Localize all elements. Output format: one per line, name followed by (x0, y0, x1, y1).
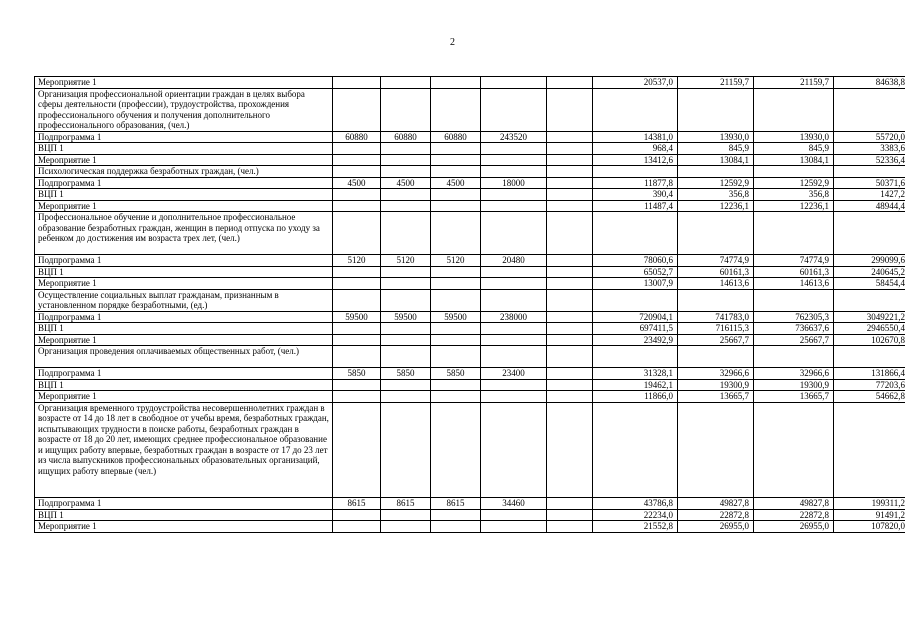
amount-cell (593, 346, 678, 368)
amount-cell: 49827,8 (678, 498, 754, 510)
table-row (35, 200, 905, 212)
amount-cell: 52336,4 (834, 154, 905, 166)
amount-cell: 26955,0 (754, 521, 834, 533)
amount-cell (754, 346, 834, 368)
row-label: Мероприятие 1 (35, 77, 333, 89)
quantity-cell (381, 379, 431, 391)
amount-cell: 14613,6 (678, 278, 754, 290)
empty-cell (547, 391, 593, 403)
row-label: Мероприятие 1 (35, 391, 333, 403)
quantity-cell (481, 509, 547, 521)
quantity-cell (333, 88, 381, 131)
table-body (35, 77, 905, 533)
quantity-cell (381, 402, 431, 498)
amount-cell: 13007,9 (593, 278, 678, 290)
amount-cell: 21552,8 (593, 521, 678, 533)
row-label: ВЦП 1 (35, 266, 333, 278)
amount-cell: 20537,0 (593, 77, 678, 89)
row-label: Подпрограмма 1 (35, 498, 333, 510)
empty-cell (547, 521, 593, 533)
table-row (35, 255, 905, 267)
amount-cell (593, 289, 678, 311)
amount-cell: 107820,0 (834, 521, 905, 533)
table-row (35, 189, 905, 201)
quantity-cell (333, 402, 381, 498)
amount-cell: 12592,9 (754, 177, 834, 189)
quantity-cell: 23400 (481, 368, 547, 380)
amount-cell: 14381,0 (593, 131, 678, 143)
amount-cell: 19462,1 (593, 379, 678, 391)
row-label: Подпрограмма 1 (35, 131, 333, 143)
empty-cell (547, 289, 593, 311)
row-label: Мероприятие 1 (35, 200, 333, 212)
quantity-cell (431, 154, 481, 166)
quantity-cell (381, 88, 431, 131)
row-label: Подпрограмма 1 (35, 177, 333, 189)
quantity-cell (481, 521, 547, 533)
amount-cell (754, 289, 834, 311)
empty-cell (547, 402, 593, 498)
amount-cell: 12592,9 (678, 177, 754, 189)
quantity-cell (431, 346, 481, 368)
quantity-cell (333, 189, 381, 201)
quantity-cell (333, 346, 381, 368)
amount-cell: 43786,8 (593, 498, 678, 510)
quantity-cell: 4500 (381, 177, 431, 189)
quantity-cell: 60880 (381, 131, 431, 143)
amount-cell (834, 166, 905, 178)
quantity-cell (333, 166, 381, 178)
empty-cell (547, 166, 593, 178)
quantity-cell: 5120 (431, 255, 481, 267)
quantity-cell (481, 143, 547, 155)
table-row (35, 368, 905, 380)
quantity-cell (333, 521, 381, 533)
quantity-cell (381, 278, 431, 290)
quantity-cell (431, 266, 481, 278)
quantity-cell (431, 509, 481, 521)
amount-cell: 3383,6 (834, 143, 905, 155)
table-row (35, 154, 905, 166)
quantity-cell (333, 143, 381, 155)
amount-cell: 14613,6 (754, 278, 834, 290)
row-label: Организация проведения оплачиваемых общественных работ, (чел.) (35, 346, 333, 368)
amount-cell: 65052,7 (593, 266, 678, 278)
row-label: ВЦП 1 (35, 323, 333, 335)
amount-cell: 11866,0 (593, 391, 678, 403)
budget-table (34, 76, 905, 533)
empty-cell (547, 346, 593, 368)
amount-cell: 13084,1 (754, 154, 834, 166)
table-row (35, 177, 905, 189)
amount-cell: 32966,6 (678, 368, 754, 380)
empty-cell (547, 189, 593, 201)
amount-cell: 102670,8 (834, 334, 905, 346)
table-row (35, 289, 905, 311)
amount-cell: 21159,7 (754, 77, 834, 89)
amount-cell: 49827,8 (754, 498, 834, 510)
amount-cell: 240645,2 (834, 266, 905, 278)
amount-cell: 356,8 (678, 189, 754, 201)
empty-cell (547, 88, 593, 131)
row-label: Осуществление социальных выплат гражданам, признанным в установленном порядке безработными, (ед.) (35, 289, 333, 311)
amount-cell: 74774,9 (678, 255, 754, 267)
table-row (35, 521, 905, 533)
amount-cell: 845,9 (678, 143, 754, 155)
row-label: Подпрограмма 1 (35, 311, 333, 323)
table-row (35, 143, 905, 155)
row-label: ВЦП 1 (35, 509, 333, 521)
quantity-cell (381, 266, 431, 278)
quantity-cell (481, 379, 547, 391)
quantity-cell (381, 334, 431, 346)
empty-cell (547, 379, 593, 391)
quantity-cell (431, 143, 481, 155)
amount-cell (678, 166, 754, 178)
quantity-cell (431, 379, 481, 391)
quantity-cell (431, 166, 481, 178)
amount-cell: 25667,7 (754, 334, 834, 346)
quantity-cell (431, 200, 481, 212)
quantity-cell (333, 509, 381, 521)
quantity-cell (481, 266, 547, 278)
table-row (35, 77, 905, 89)
amount-cell: 13930,0 (754, 131, 834, 143)
amount-cell: 12236,1 (754, 200, 834, 212)
amount-cell (754, 402, 834, 498)
amount-cell: 13412,6 (593, 154, 678, 166)
amount-cell: 31328,1 (593, 368, 678, 380)
amount-cell (593, 402, 678, 498)
amount-cell: 845,9 (754, 143, 834, 155)
row-label: ВЦП 1 (35, 189, 333, 201)
table-row (35, 311, 905, 323)
quantity-cell (431, 278, 481, 290)
quantity-cell: 60880 (431, 131, 481, 143)
quantity-cell: 59500 (333, 311, 381, 323)
amount-cell (593, 88, 678, 131)
quantity-cell (333, 289, 381, 311)
amount-cell: 19300,9 (754, 379, 834, 391)
table-row (35, 131, 905, 143)
amount-cell (593, 166, 678, 178)
quantity-cell (431, 521, 481, 533)
empty-cell (547, 212, 593, 255)
quantity-cell: 5850 (333, 368, 381, 380)
quantity-cell (333, 77, 381, 89)
quantity-cell: 243520 (481, 131, 547, 143)
quantity-cell: 20480 (481, 255, 547, 267)
quantity-cell (481, 289, 547, 311)
empty-cell (547, 200, 593, 212)
amount-cell: 22234,0 (593, 509, 678, 521)
quantity-cell (333, 266, 381, 278)
quantity-cell (481, 166, 547, 178)
quantity-cell (381, 521, 431, 533)
amount-cell: 50371,6 (834, 177, 905, 189)
amount-cell: 22872,8 (754, 509, 834, 521)
amount-cell: 697411,5 (593, 323, 678, 335)
row-label: Мероприятие 1 (35, 521, 333, 533)
quantity-cell: 18000 (481, 177, 547, 189)
quantity-cell (481, 323, 547, 335)
amount-cell: 968,4 (593, 143, 678, 155)
amount-cell (834, 402, 905, 498)
table-row (35, 278, 905, 290)
table-row (35, 379, 905, 391)
empty-cell (547, 154, 593, 166)
quantity-cell (381, 289, 431, 311)
quantity-cell: 5120 (333, 255, 381, 267)
row-label: Подпрограмма 1 (35, 368, 333, 380)
empty-cell (547, 143, 593, 155)
quantity-cell: 5850 (431, 368, 481, 380)
quantity-cell (431, 289, 481, 311)
amount-cell: 13665,7 (678, 391, 754, 403)
table-row (35, 266, 905, 278)
amount-cell: 11877,8 (593, 177, 678, 189)
amount-cell: 736637,6 (754, 323, 834, 335)
amount-cell: 390,4 (593, 189, 678, 201)
amount-cell (834, 88, 905, 131)
amount-cell: 84638,8 (834, 77, 905, 89)
empty-cell (547, 368, 593, 380)
quantity-cell (381, 77, 431, 89)
row-label: Организация временного трудоустройства несовершеннолетних граждан в возрасте от 14 до 18 лет в свободное от учебы время, безработных граждан, испытывающих трудности в поиске работы, безработных граждан в возрасте от 18 до 20 лет, имеющих среднее профессиональное образование и ищущих работу впервые, безработных граждан в возрасте от 17 до 23 лет из числа выпускников профессиональных образовательных организаций, ищущих работу впервые (чел.) (35, 402, 333, 498)
amount-cell (834, 212, 905, 255)
quantity-cell: 8615 (333, 498, 381, 510)
quantity-cell: 59500 (431, 311, 481, 323)
amount-cell: 78060,6 (593, 255, 678, 267)
row-label: Организация профессиональной ориентации граждан в целях выбора сферы деятельности (профессии), трудоустройства, прохождения профессионального обучения и получения дополнительного профессионального образования, (чел.) (35, 88, 333, 131)
quantity-cell (381, 166, 431, 178)
row-label: Профессиональное обучение и дополнительное профессиональное образование безработных граждан, женщин в период отпуска по уходу за ребенком до достижения им возраста трех лет, (чел.) (35, 212, 333, 255)
empty-cell (547, 498, 593, 510)
quantity-cell (333, 154, 381, 166)
quantity-cell: 4500 (333, 177, 381, 189)
quantity-cell: 8615 (431, 498, 481, 510)
quantity-cell (381, 391, 431, 403)
amount-cell: 91491,2 (834, 509, 905, 521)
quantity-cell (481, 77, 547, 89)
quantity-cell (431, 391, 481, 403)
amount-cell: 55720,0 (834, 131, 905, 143)
empty-cell (547, 323, 593, 335)
table-row (35, 346, 905, 368)
amount-cell: 13084,1 (678, 154, 754, 166)
table-row (35, 212, 905, 255)
amount-cell: 762305,3 (754, 311, 834, 323)
quantity-cell (481, 346, 547, 368)
quantity-cell (333, 323, 381, 335)
table-row (35, 391, 905, 403)
quantity-cell (333, 278, 381, 290)
amount-cell (678, 402, 754, 498)
amount-cell: 2946550,4 (834, 323, 905, 335)
quantity-cell (481, 88, 547, 131)
quantity-cell (481, 391, 547, 403)
row-label: ВЦП 1 (35, 379, 333, 391)
quantity-cell (481, 189, 547, 201)
row-label: Психологическая поддержка безработных граждан, (чел.) (35, 166, 333, 178)
amount-cell: 13665,7 (754, 391, 834, 403)
table-row (35, 402, 905, 498)
empty-cell (547, 278, 593, 290)
amount-cell: 741783,0 (678, 311, 754, 323)
quantity-cell: 5850 (381, 368, 431, 380)
empty-cell (547, 509, 593, 521)
quantity-cell (431, 212, 481, 255)
amount-cell: 1427,2 (834, 189, 905, 201)
amount-cell (678, 212, 754, 255)
amount-cell: 12236,1 (678, 200, 754, 212)
amount-cell: 22872,8 (678, 509, 754, 521)
table-row (35, 166, 905, 178)
amount-cell: 720904,1 (593, 311, 678, 323)
quantity-cell (431, 189, 481, 201)
amount-cell: 199311,2 (834, 498, 905, 510)
quantity-cell (333, 391, 381, 403)
amount-cell: 131866,4 (834, 368, 905, 380)
row-label: Мероприятие 1 (35, 334, 333, 346)
quantity-cell (381, 154, 431, 166)
amount-cell (834, 346, 905, 368)
quantity-cell (481, 278, 547, 290)
quantity-cell (481, 212, 547, 255)
amount-cell: 3049221,2 (834, 311, 905, 323)
amount-cell: 356,8 (754, 189, 834, 201)
page-number: 2 (450, 37, 455, 48)
empty-cell (547, 177, 593, 189)
amount-cell (593, 212, 678, 255)
empty-cell (547, 334, 593, 346)
amount-cell: 11487,4 (593, 200, 678, 212)
amount-cell (678, 289, 754, 311)
amount-cell: 21159,7 (678, 77, 754, 89)
quantity-cell (481, 200, 547, 212)
amount-cell: 58454,4 (834, 278, 905, 290)
quantity-cell (381, 143, 431, 155)
amount-cell: 23492,9 (593, 334, 678, 346)
quantity-cell (381, 212, 431, 255)
quantity-cell (431, 88, 481, 131)
row-label: Мероприятие 1 (35, 278, 333, 290)
empty-cell (547, 311, 593, 323)
amount-cell: 74774,9 (754, 255, 834, 267)
quantity-cell (431, 402, 481, 498)
row-label: Подпрограмма 1 (35, 255, 333, 267)
table-row (35, 334, 905, 346)
quantity-cell: 4500 (431, 177, 481, 189)
quantity-cell (333, 334, 381, 346)
quantity-cell (431, 323, 481, 335)
amount-cell (834, 289, 905, 311)
amount-cell: 60161,3 (754, 266, 834, 278)
amount-cell: 299099,6 (834, 255, 905, 267)
amount-cell: 32966,6 (754, 368, 834, 380)
quantity-cell: 60880 (333, 131, 381, 143)
quantity-cell: 5120 (381, 255, 431, 267)
quantity-cell (381, 346, 431, 368)
amount-cell: 26955,0 (678, 521, 754, 533)
quantity-cell (333, 379, 381, 391)
amount-cell: 19300,9 (678, 379, 754, 391)
table-row (35, 498, 905, 510)
quantity-cell (431, 334, 481, 346)
amount-cell: 13930,0 (678, 131, 754, 143)
empty-cell (547, 77, 593, 89)
quantity-cell (431, 77, 481, 89)
amount-cell: 716115,3 (678, 323, 754, 335)
table-row (35, 509, 905, 521)
amount-cell (754, 88, 834, 131)
quantity-cell (481, 154, 547, 166)
amount-cell (754, 212, 834, 255)
amount-cell: 54662,8 (834, 391, 905, 403)
table-row (35, 323, 905, 335)
amount-cell: 77203,6 (834, 379, 905, 391)
row-label: Мероприятие 1 (35, 154, 333, 166)
quantity-cell (381, 509, 431, 521)
quantity-cell: 59500 (381, 311, 431, 323)
amount-cell: 48944,4 (834, 200, 905, 212)
amount-cell (678, 346, 754, 368)
quantity-cell: 8615 (381, 498, 431, 510)
quantity-cell: 34460 (481, 498, 547, 510)
amount-cell (678, 88, 754, 131)
quantity-cell (381, 189, 431, 201)
table-row (35, 88, 905, 131)
quantity-cell (333, 212, 381, 255)
quantity-cell (381, 200, 431, 212)
quantity-cell: 238000 (481, 311, 547, 323)
amount-cell: 60161,3 (678, 266, 754, 278)
empty-cell (547, 131, 593, 143)
quantity-cell (381, 323, 431, 335)
amount-cell (754, 166, 834, 178)
empty-cell (547, 255, 593, 267)
quantity-cell (333, 200, 381, 212)
row-label: ВЦП 1 (35, 143, 333, 155)
quantity-cell (481, 402, 547, 498)
empty-cell (547, 266, 593, 278)
quantity-cell (481, 334, 547, 346)
amount-cell: 25667,7 (678, 334, 754, 346)
